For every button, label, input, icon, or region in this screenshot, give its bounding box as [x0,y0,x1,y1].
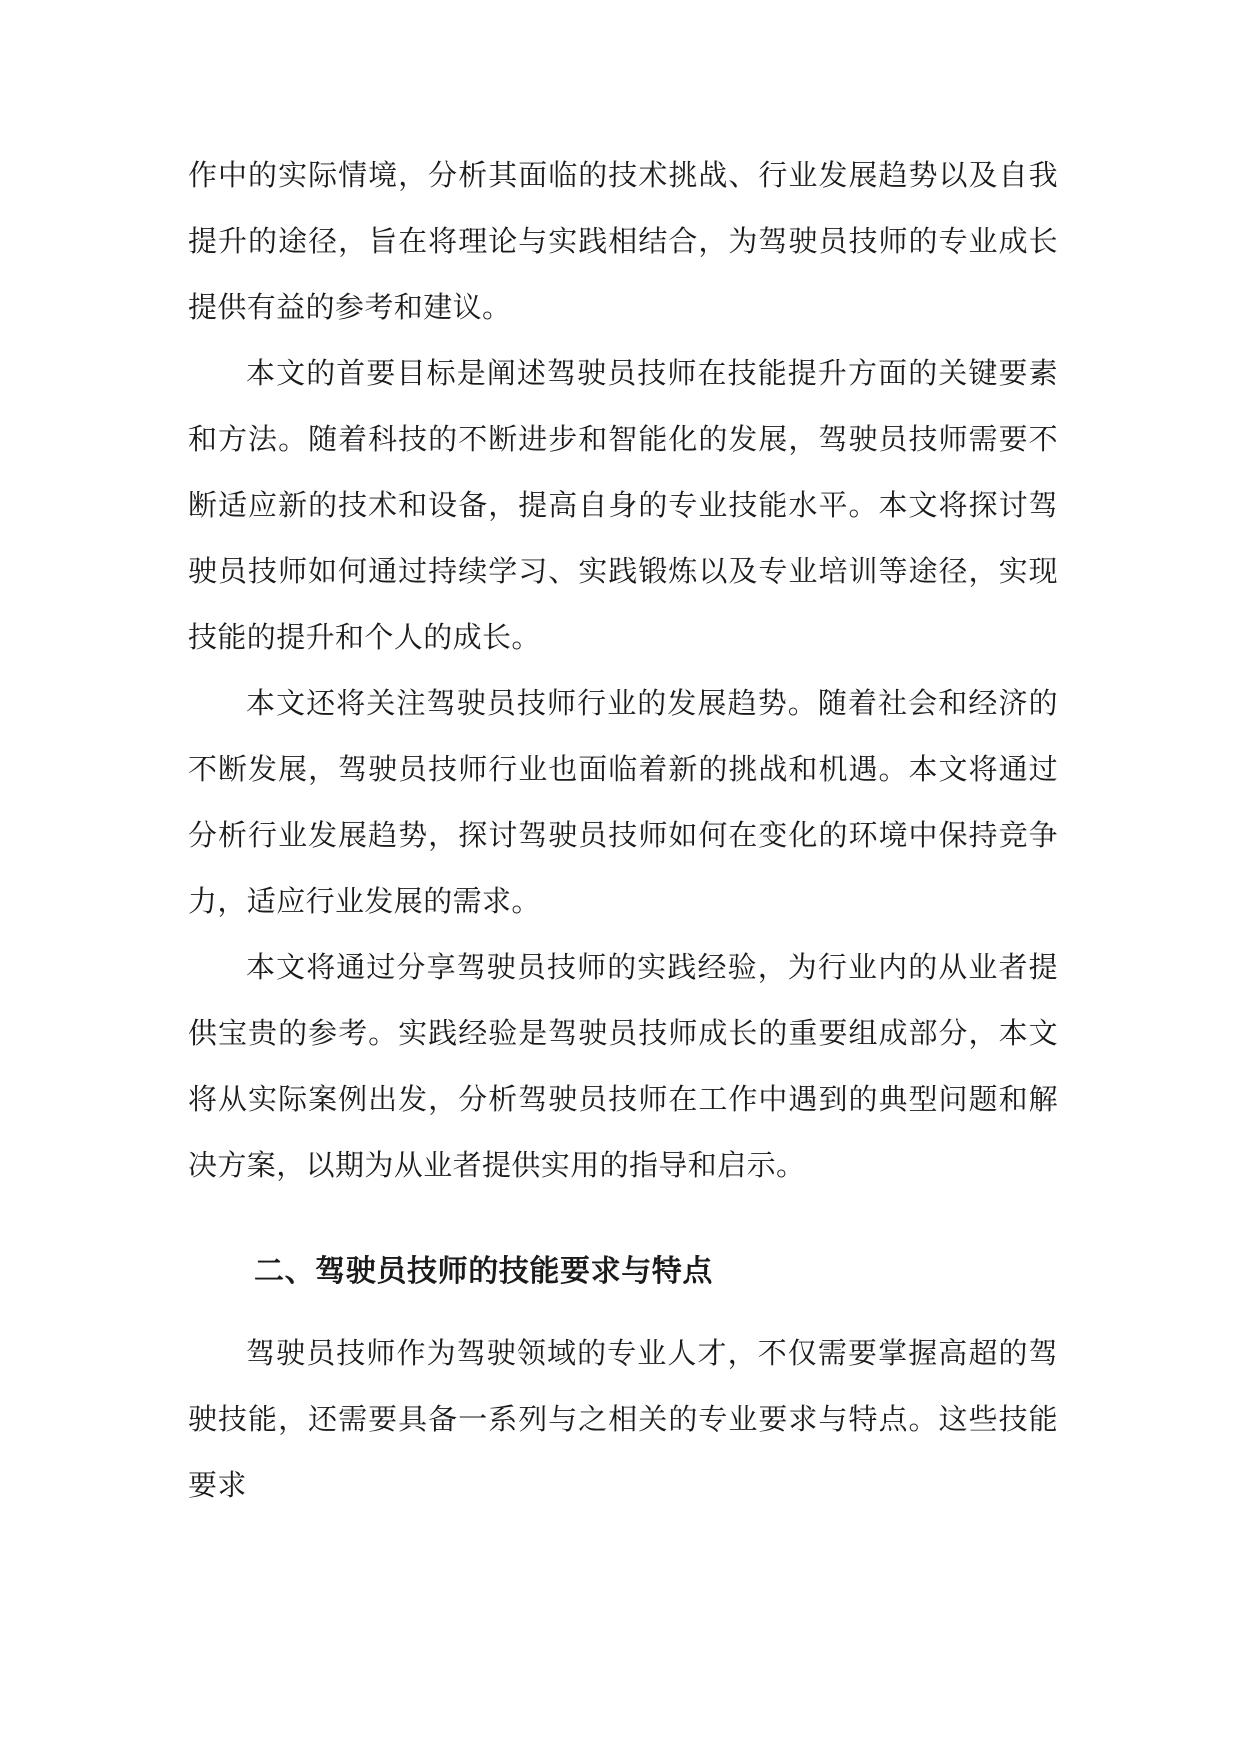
paragraph-experience: 本文将通过分享驾驶员技师的实践经验，为行业内的从业者提供宝贵的参考。实践经验是驾驶员技师成长的重要组成部分，本文将从实际案例出发，分析驾驶员技师在工作中遇到的典型问题和解决方案，以期为从业者提供实用的指导和启示。 [188,950,1058,1182]
document-body [188,142,1058,1518]
paragraph-trend: 本文还将关注驾驶员技师行业的发展趋势。随着社会和经济的不断发展，驾驶员技师行业也面临着新的挑战和机遇。本文将通过分析行业发展趋势，探讨驾驶员技师如何在变化的环境中保持竞争力，适应行业发展的需求。 [188,686,1058,918]
section-heading: 二、驾驶员技师的技能要求与特点 [254,1254,713,1289]
paragraph-section-intro: 驾驶员技师作为驾驶领域的专业人才，不仅需要掌握高超的驾驶技能，还需要具备一系列与之相关的专业要求与特点。这些技能要求 [188,1336,1058,1502]
paragraph-goal: 本文的首要目标是阐述驾驶员技师在技能提升方面的关键要素和方法。随着科技的不断进步和智能化的发展，驾驶员技师需要不断适应新的技术和设备，提高自身的专业技能水平。本文将探讨驾驶员技师如何通过持续学习、实践锻炼以及专业培训等途径，实现技能的提升和个人的成长。 [188,356,1058,654]
paragraph-continued: 作中的实际情境，分析其面临的技术挑战、行业发展趋势以及自我提升的途径，旨在将理论与实践相结合，为驾驶员技师的专业成长提供有益的参考和建议。 [188,158,1058,324]
